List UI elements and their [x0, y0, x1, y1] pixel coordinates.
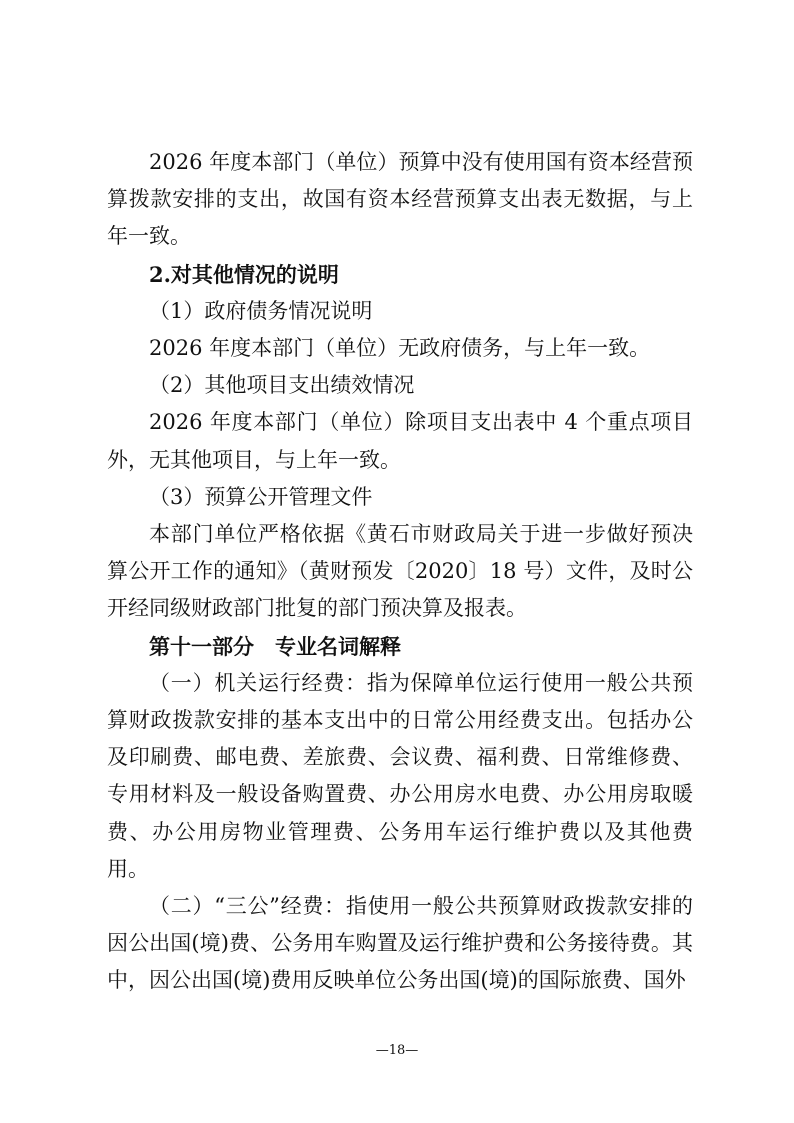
- paragraph-disclosure-documents: 本部门单位严格依据《黄石市财政局关于进一步做好预决算公开工作的通知》（黄财预发〔2020〕18 号）文件，及时公开经同级财政部门批复的部门预决算及报表。: [107, 522, 693, 621]
- subheading-government-debt: （1）政府债务情况说明: [149, 298, 373, 323]
- document-body: [107, 144, 693, 1000]
- section-heading-other-notes: 2.对其他情况的说明: [149, 261, 339, 287]
- paragraph-operating-expenses: （一）机关运行经费：指为保障单位运行使用一般公共预算财政拨款安排的基本支出中的日常公用经费支出。包括办公及印刷费、邮电费、差旅费、会议费、福利费、日常维修费、专用材料及一般设备购置费、办公用房水电费、办公用房取暖费、办公用房物业管理费、公务用车运行维护费以及其他费用。: [107, 670, 693, 881]
- paragraph-project-performance: 2026 年度本部门（单位）除项目支出表中 4 个重点项目外，无其他项目，与上年一致。: [107, 410, 693, 472]
- subheading-project-performance: （2）其他项目支出绩效情况: [149, 373, 415, 398]
- page-number: —18—: [375, 1043, 419, 1058]
- subheading-disclosure-documents: （3）预算公开管理文件: [149, 484, 373, 509]
- section-heading-glossary: 第十一部分 专业名词解释: [149, 633, 401, 659]
- paragraph-three-public-expenses: （二）“三公”经费：指使用一般公共预算财政拨款安排的因公出国(境)费、公务用车购置及运行维护费和公务接待费。其中，因公出国(境)费用反映单位公务出国(境)的国际旅费、国外: [107, 894, 693, 993]
- paragraph-state-capital-budget: 2026 年度本部门（单位）预算中没有使用国有资本经营预算拨款安排的支出，故国有资本经营预算支出表无数据，与上年一致。: [107, 150, 693, 249]
- paragraph-government-debt: 2026 年度本部门（单位）无政府债务，与上年一致。: [149, 336, 651, 361]
